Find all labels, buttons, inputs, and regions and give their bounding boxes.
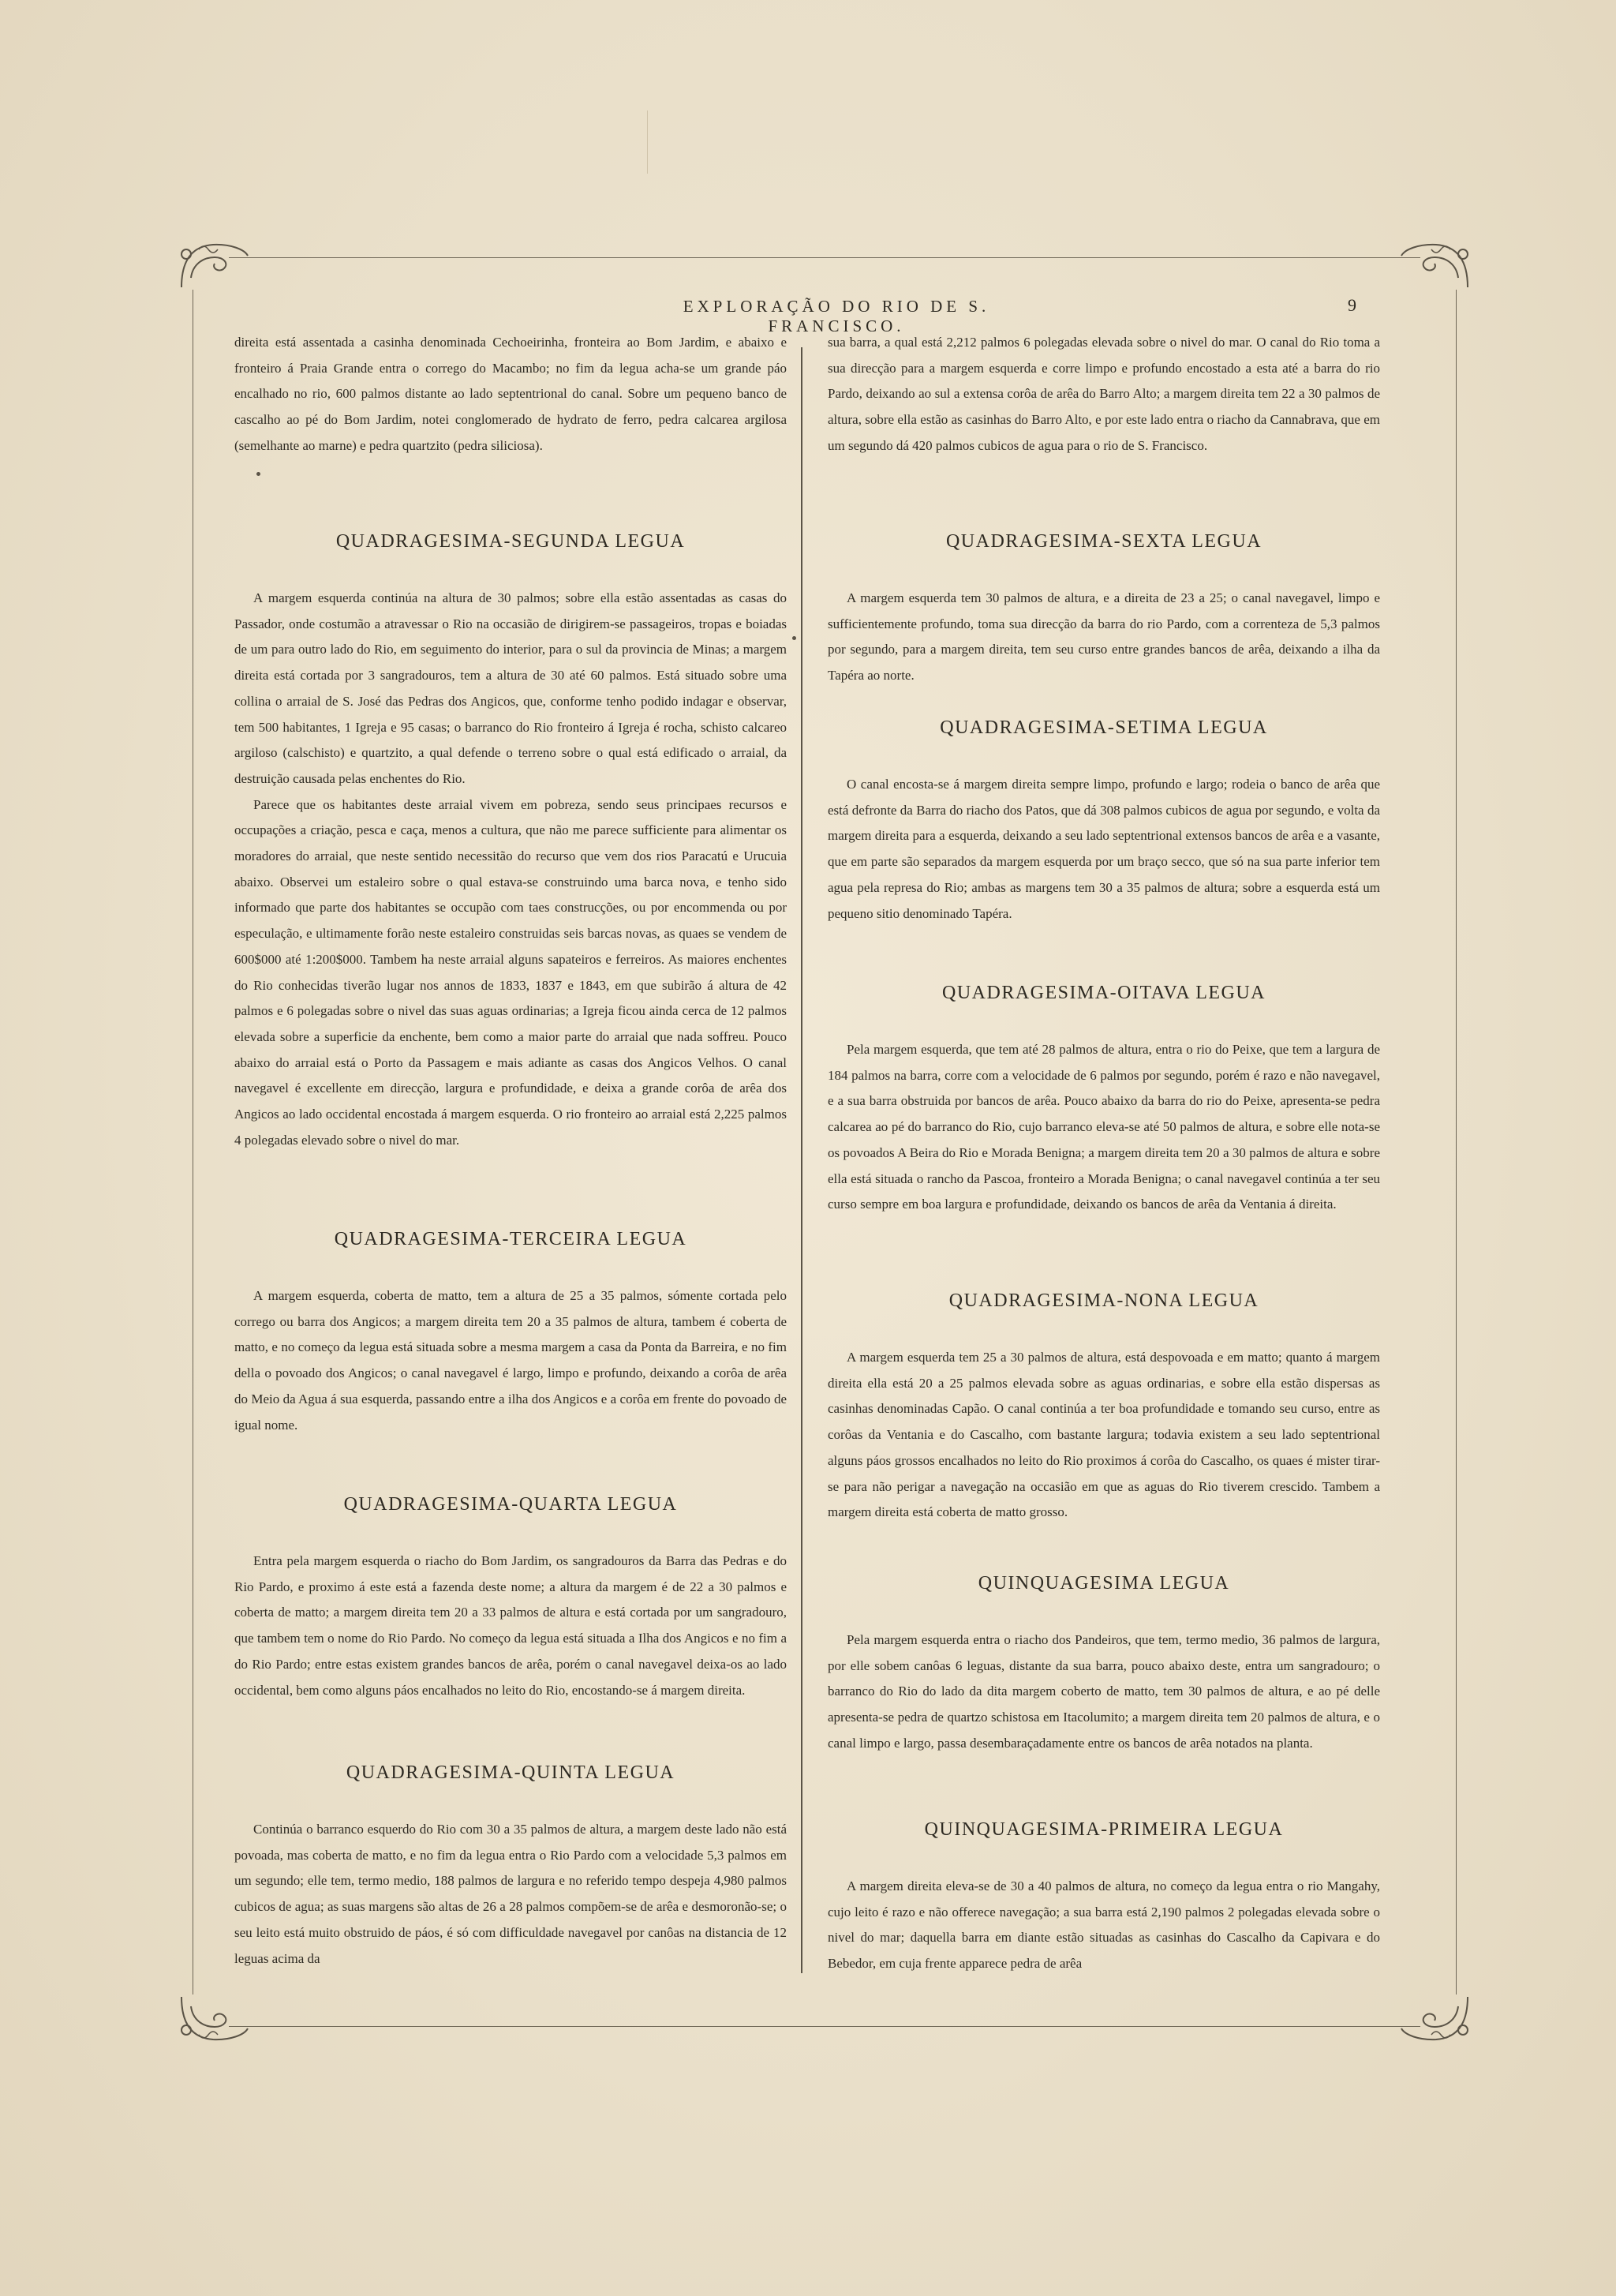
frame-rule-bottom (229, 2026, 1420, 2027)
paragraph: Parece que os habitantes deste arraial vivem em pobreza, sendo seus principaes recursos e occupações a criação, pesca e caça, menos a cultura, que não me parece sufficiente para alimentar os moradores do arraial, que neste sentido necessitão do recurso que vem dos rios Paracatú e Urucuia abaixo. Observei um estaleiro sobre o qual estava-se construindo uma barca nova, e tenho sido informado que parte dos habitantes se occupão com taes construcções, ou por encommenda ou por especulação, e ultimamente forão neste estaleiro construidas seis barcas novas, as quaes se vendem de 600$000 até 1:200$000. Tambem ha neste arraial alguns sapateiros e ferreiros. As maiores enchentes do Rio conhecidas tiverão lugar nos annos de 1833, 1837 e 1843, em que subirão á altura de 42 palmos e 6 polegadas sobre o nivel das suas aguas ordinarias; a Igreja ficou ainda cerca de 12 palmos elevada sobre a superficie da enchente, bem como a maior parte do arraial que nada soffreu. Pouco abaixo do arraial está o Porto da Passagem e mais adiante as casas dos Angicos Velhos. O canal navegavel é excellente em direcção, largura e profundidade, e deixa a grande corôa de arêa dos Angicos ao lado occidental encostada á margem esquerda. O rio fronteiro ao arraial está 2,225 palmos 4 polegadas elevado sobre o nivel do mar. (234, 796, 787, 1148)
section-heading: QUINQUAGESIMA-PRIMEIRA LEGUA (924, 1819, 1284, 1840)
right-intro (828, 330, 1380, 459)
section-heading: QUADRAGESIMA-QUARTA LEGUA (343, 1494, 678, 1515)
paragraph: O canal encosta-se á margem direita sempre limpo, profundo e largo; rodeia o banco de arêa que está defronte da Barra do riacho dos Patos, que dá 308 palmos cubicos de agua por segundo, e volta da margem direita para a esquerda, deixando a seu lado septentrional extensos bancos de arêa e a vasante, que em parte são separados da margem esquerda por um braço secco, que só na sua parte inferior tem agua pela represa do Rio; ambas as margens tem 30 a 35 palmos de altura; sobre a esquerda está um pequeno sitio denominado Tapéra. (828, 777, 1380, 921)
section-49 (828, 1285, 1380, 1526)
paragraph: direita está assentada a casinha denominada Cechoeirinha, fronteira ao Bom Jardim, e abaixo e fronteiro á Praia Grande entra o corrego do Macambo; no fim da legua acha-se um grande páo encalhado no rio, 600 palmos distante ao lado septentrional do canal. Sobre um pequeno banco de cascalho ao pé do Bom Jardim, notei conglomerado de hydrato de ferro, pedra calcarea argilosa (semelhante ao marne) e pedra quartzito (pedra siliciosa). (234, 335, 787, 453)
section-heading: QUADRAGESIMA-QUINTA LEGUA (346, 1762, 675, 1783)
paragraph: A margem direita eleva-se de 30 a 40 palmos de altura, no começo da legua entra o rio Mangahy, cujo leito é razo e não offerece navegação; a sua barra está 2,190 palmos 2 polegadas elevada sobre o nivel do mar; daquella barra em diante estão situadas as casinhas do Cascalho da Capivara e do Bebedor, em cuja frente apparece pedra de arêa (828, 1878, 1380, 1972)
frame-rule-top (229, 257, 1420, 258)
section-47 (828, 712, 1380, 927)
corner-ornament-icon (175, 238, 250, 294)
section-48 (828, 977, 1380, 1218)
paragraph: Pela margem esquerda entra o riacho dos Pandeiros, que tem, termo medio, 36 palmos de largura, por elle sobem canôas 6 leguas, distante da sua barra, pouco abaixo deste, entra um sangradouro; o barranco do Rio do lado da dita margem coberto de matto, tem 30 palmos de altura, e ao pé delle apresenta-se pedra de quartzo schistosa em Itacolumito; a margem direita tem 20 palmos de altura, e o canal limpo e largo, passa desembaraçadamente entre os bancos de arêa notados na planta. (828, 1632, 1380, 1751)
corner-ornament-icon (175, 1991, 250, 2046)
running-head: EXPLORAÇÃO DO RIO DE S. FRANCISCO. (683, 297, 990, 335)
section-46 (828, 526, 1380, 689)
section-51 (828, 1814, 1380, 1977)
section-44 (234, 1489, 787, 1703)
section-heading: QUADRAGESIMA-SEGUNDA LEGUA (335, 531, 686, 552)
section-45 (234, 1757, 787, 1972)
paragraph: A margem esquerda tem 30 palmos de altura, e a direita de 23 a 25; o canal navegavel, limpo e sufficientemente profundo, toma sua direcção da barra do rio Pardo, com a correnteza de 5,3 palmos por segundo, para a margem direita, tem seu curso entre grandes bancos de arêa, deixando a ilha da Tapéra ao norte. (828, 590, 1380, 684)
paragraph: Entra pela margem esquerda o riacho do Bom Jardim, os sangradouros da Barra das Pedras e do Rio Pardo, e proximo á este está a fazenda deste nome; a altura da margem é de 22 a 30 palmos e coberta de matto; a margem direita tem 20 a 33 palmos de altura e está cortada por um sangradouro, que tambem tem o nome do Rio Pardo. No começo da legua está situada a Ilha dos Angicos e no fim a do Rio Pardo; entre estas existem grandes bancos de arêa, porém o canal navegavel deixa-os ao lado occidental, bem como alguns páos encalhados no leito do Rio, encostando-se á margem direita. (234, 1553, 787, 1698)
column-divider (801, 347, 802, 1973)
ink-speck (792, 636, 796, 640)
paragraph: Continúa o barranco esquerdo do Rio com 30 a 35 palmos de altura, a margem deste lado não está povoada, mas coberta de matto, e no fim da legua entra o Rio Pardo com a velocidade 5,3 palmos em um segundo; elle tem, termo medio, 188 palmos de largura e no referido tempo despeja 4,980 palmos cubicos de agua; as suas margens são altas de 26 a 28 palmos compõem-se de arêa e desmoronão-se; o seu leito está muito obstruido de páos, é só com difficuldade navegavel por canôas na distancia de 12 leguas acima da (234, 1822, 787, 1966)
page-number: 9 (1348, 295, 1356, 315)
paragraph: A margem esquerda continúa na altura de 30 palmos; sobre ella estão assentadas as casas do Passador, onde costumão a atravessar o Rio na occasião de dirigirem-se passageiros, tropas e boiadas de um para outro lado do Rio, em seguimento do interior, para o sul da provincia de Minas; a margem direita está cortada por 3 sangradouros, tem a altura de 30 até 60 palmos. Está situado sobre uma collina o arraial de S. José das Pedras dos Angicos, que, conforme tenho podido indagar e observar, tem 500 habitantes, 1 Igreja e 95 casas; o barranco do Rio fronteiro á Igreja é rocha, schisto calcareo argiloso (calschisto) e quartzito, a qual defende o terreno sobre o qual está edificado o arraial, da destruição causada pelas enchentes do Rio. (234, 590, 787, 786)
section-heading: QUADRAGESIMA-SEXTA LEGUA (945, 531, 1262, 552)
paragraph: sua barra, a qual está 2,212 palmos 6 polegadas elevada sobre o nivel do mar. O canal do Rio toma a sua direcção para a margem esquerda e corre limpo e profundo encostado a esta até a barra do rio Pardo, deixando ao sul a extensa corôa de arêa do Barro Alto; a margem direita tem 22 a 30 palmos de altura, sobre ella estão as casinhas do Barro Alto, e por este lado entra o riacho da Cannabrava, que em um segundo dá 420 palmos cubicos de agua para o rio de S. Francisco. (828, 335, 1380, 453)
frame-rule-right (1456, 290, 1457, 1994)
paragraph: Pela margem esquerda, que tem até 28 palmos de altura, entra o rio do Peixe, que tem a largura de 184 palmos na barra, corre com a velocidade de 6 palmos por segundo, porém é razo e não navegavel, e a sua barra obstruida por bancos de arêa. Pouco abaixo da barra do rio do Peixe, apresenta-se pedra calcarea ao pé do barranco do Rio, cujo barranco eleva-se até 50 palmos de altura, e sobre elle nota-se os povoados A Beira do Rio e Morada Benigna; a margem direita tem 20 a 30 palmos de altura e sobre ella está situada o rancho da Pascoa, fronteiro a Morada Benigna; o canal navegavel continúa a ter seu curso sempre em boa largura e profundidade, deixando os bancos de arêa da Ventania á direita. (828, 1042, 1380, 1212)
corner-ornament-icon (1399, 238, 1474, 294)
section-heading: QUINQUAGESIMA LEGUA (978, 1573, 1230, 1594)
ink-speck (256, 472, 260, 476)
paragraph: A margem esquerda tem 25 a 30 palmos de altura, está despovoada e em matto; quanto á margem direita ella está 20 a 25 palmos elevada sobre as aguas ordinarias, e sobre ella estão dispersas as casinhas denominadas Capão. O canal continúa a ter boa profundidade e tomando seu curso, entre as corôas da Ventania e do Cascalho, com bastante largura; todavia existem a seu lado septentrional alguns páos grossos encalhados no leito do Rio proximos á corôa do Cascalho, os quaes é mister tirar-se para não perigar a navegação na occasião em que as aguas do Rio tiverem crescido. Tambem a margem direita está coberta de matto grosso. (828, 1350, 1380, 1520)
section-heading: QUADRAGESIMA-SETIMA LEGUA (940, 717, 1268, 738)
paper-fold-line (647, 110, 648, 174)
section-42 (234, 526, 787, 1153)
left-intro (234, 330, 787, 459)
section-heading: QUADRAGESIMA-NONA LEGUA (948, 1290, 1259, 1311)
section-heading: QUADRAGESIMA-TERCEIRA LEGUA (334, 1229, 687, 1249)
section-43 (234, 1223, 787, 1438)
section-50 (828, 1567, 1380, 1757)
paragraph: A margem esquerda, coberta de matto, tem a altura de 25 a 35 palmos, sómente cortada pelo corrego ou barra dos Angicos; a margem direita tem 20 a 35 palmos de altura, tambem é coberta de matto, e no começo da legua está situada sobre a mesma margem a casa da Ponta da Barreira, e no fim della o povoado dos Angicos; o canal navegavel é largo, limpo e profundo, deixando a corôa de arêa do Meio da Agua á sua esquerda, passando entre a ilha dos Angicos e a corôa em frente do povoado de igual nome. (234, 1288, 787, 1433)
corner-ornament-icon (1399, 1991, 1474, 2046)
section-heading: QUADRAGESIMA-OITAVA LEGUA (941, 983, 1266, 1003)
